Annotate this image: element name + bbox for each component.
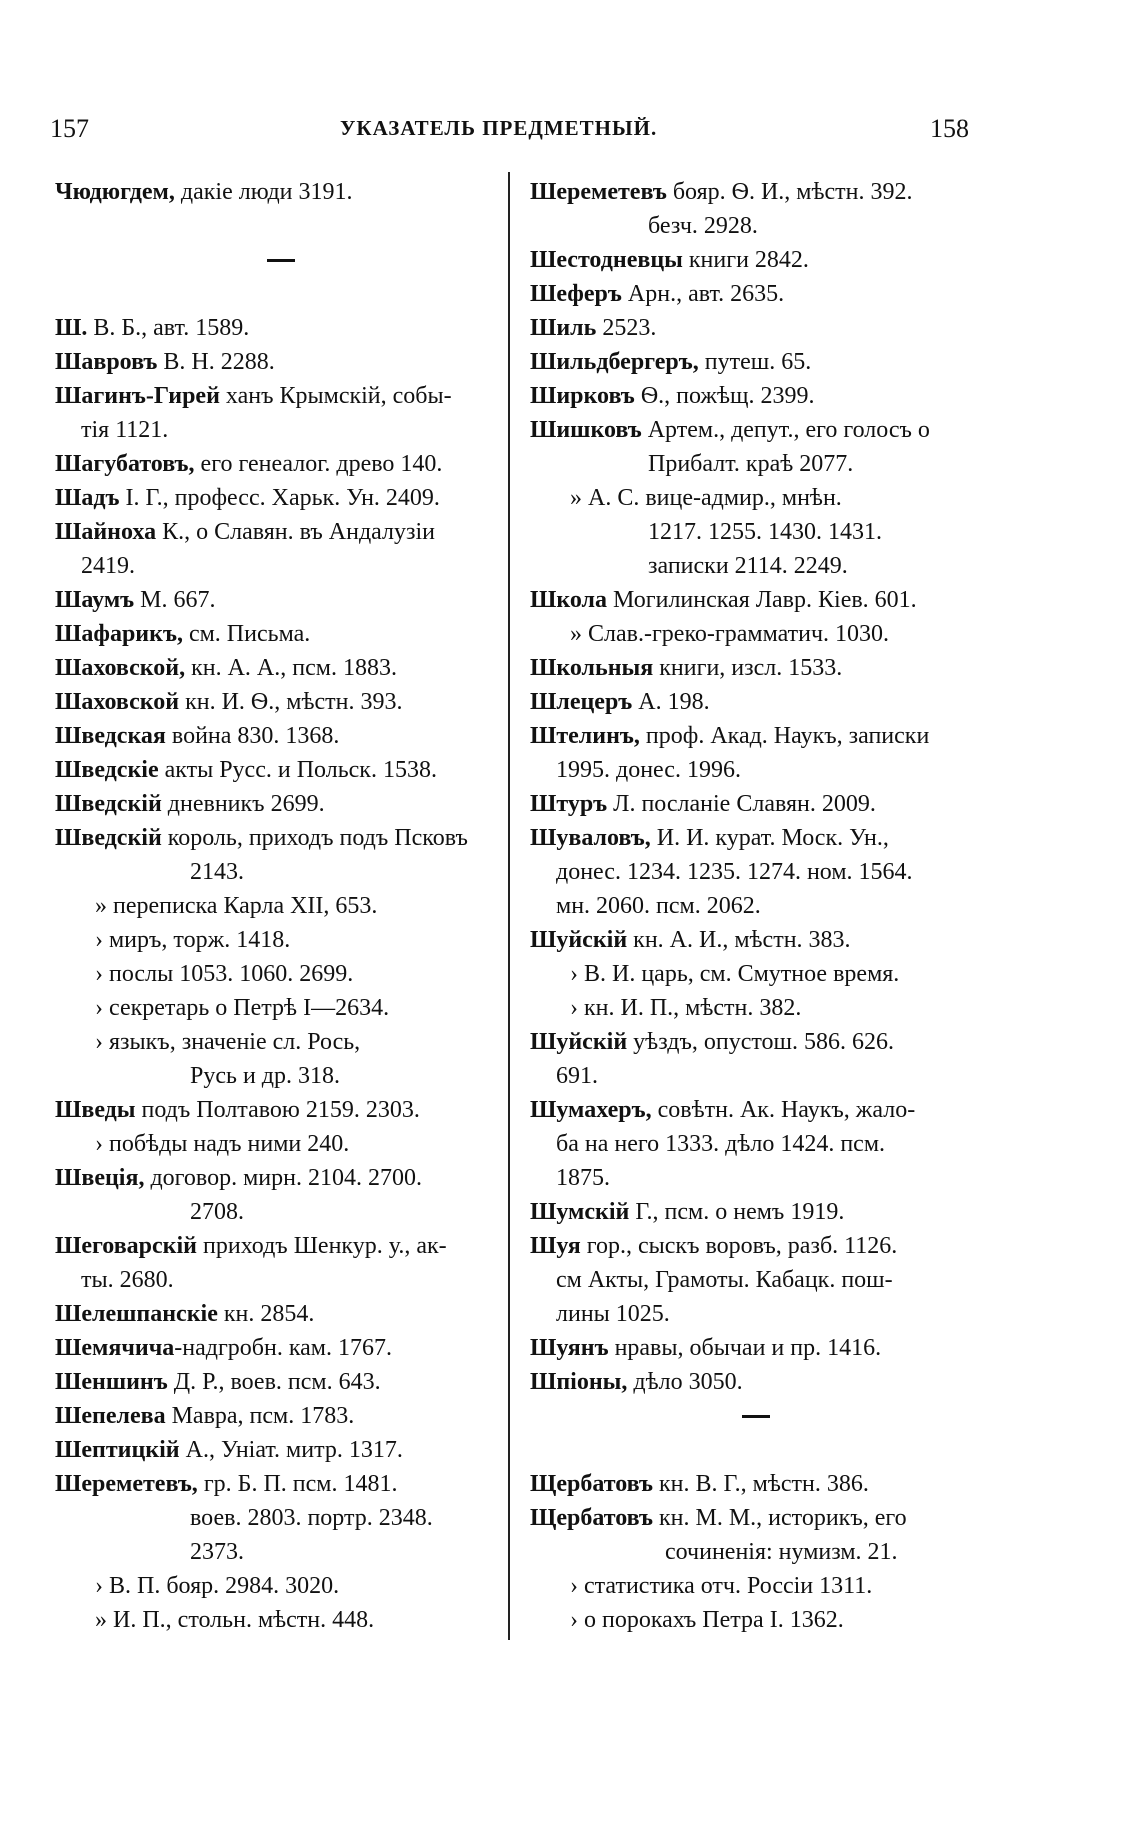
entry-keyword: Шадъ — [55, 485, 120, 511]
entry-keyword: Шаумъ — [55, 587, 135, 613]
index-entry — [55, 753, 495, 787]
entry-text: дневникъ 2699. — [161, 791, 325, 817]
spacer — [55, 277, 495, 311]
entry-keyword: Шуваловъ, — [530, 825, 651, 851]
entry-text: 691. — [556, 1063, 598, 1089]
section-dash — [55, 243, 495, 277]
entry-text: Прибалт. краѣ 2077. — [648, 451, 854, 477]
entry-keyword: Шпіоны, — [530, 1369, 628, 1395]
entry-text: кн. И. Ѳ., мѣстн. 393. — [179, 689, 403, 715]
index-entry — [55, 1263, 495, 1297]
entry-keyword: Шемячича — [55, 1335, 175, 1361]
index-entry — [530, 549, 970, 583]
index-entry — [530, 1603, 970, 1637]
index-entry — [55, 617, 495, 651]
column-divider — [508, 172, 510, 1640]
index-entry — [530, 1501, 970, 1535]
index-entry — [530, 651, 970, 685]
entry-text: война 830. 1368. — [165, 723, 340, 749]
index-entry — [530, 753, 970, 787]
index-entry — [530, 1025, 970, 1059]
index-entry — [55, 549, 495, 583]
index-entry — [55, 1433, 495, 1467]
entry-keyword: Шишковъ — [530, 417, 642, 443]
entry-text: Артем., депут., его голосъ о — [641, 417, 930, 443]
index-entry — [55, 1535, 495, 1569]
entry-text: » И. П., стольн. мѣстн. 448. — [95, 1607, 375, 1633]
index-entry — [55, 447, 495, 481]
entry-text: Русь и др. 318. — [190, 1063, 340, 1089]
index-entry — [530, 1195, 970, 1229]
entry-keyword: Шепелева — [55, 1403, 166, 1429]
entry-text: договор. мирн. 2104. 2700. — [144, 1165, 422, 1191]
entry-text: записки 2114. 2249. — [648, 553, 848, 579]
entry-text: › побѣды надъ ними 240. — [95, 1131, 350, 1157]
entry-text: › В. И. царь, см. Смутное время. — [570, 961, 900, 987]
entry-keyword: Шведская — [55, 723, 166, 749]
entry-text: 2708. — [190, 1199, 244, 1225]
entry-text: В. Б., авт. 1589. — [87, 315, 250, 341]
index-entry — [55, 1399, 495, 1433]
entry-text: донес. 1234. 1235. 1274. ном. 1564. — [556, 859, 913, 885]
index-entry — [55, 583, 495, 617]
index-entry — [530, 1059, 970, 1093]
entry-keyword: Шуя — [530, 1233, 581, 1259]
index-entry — [55, 345, 495, 379]
entry-text: 1217. 1255. 1430. 1431. — [648, 519, 882, 545]
entry-text: мн. 2060. псм. 2062. — [556, 893, 761, 919]
entry-text: › кн. И. П., мѣстн. 382. — [570, 995, 802, 1021]
index-entry — [55, 889, 495, 923]
entry-text: Д. Р., воев. псм. 643. — [167, 1369, 381, 1395]
page-number-right: 158 — [930, 114, 969, 143]
index-entry — [530, 243, 970, 277]
index-entry — [55, 515, 495, 549]
entry-keyword: Шафарикъ, — [55, 621, 183, 647]
entry-keyword: Шелешпанскіе — [55, 1301, 218, 1327]
running-title: УКАЗАТЕЛЬ ПРЕДМЕТНЫЙ. — [340, 116, 658, 140]
index-entry — [530, 583, 970, 617]
entry-text: А. 198. — [632, 689, 710, 715]
index-entry — [55, 1229, 495, 1263]
entry-keyword: Штуръ — [530, 791, 608, 817]
index-entry — [530, 345, 970, 379]
entry-text: 2373. — [190, 1539, 244, 1565]
entry-text: проф. Акад. Наукъ, записки — [639, 723, 930, 749]
entry-text: книги, изсл. 1533. — [653, 655, 843, 681]
entry-text: К., о Славян. въ Андалузіи — [156, 519, 436, 545]
spacer — [530, 1433, 970, 1467]
entry-text: дакіе люди 3191. — [174, 179, 353, 205]
entry-text: Могилинская Лавр. Кіев. 601. — [607, 587, 917, 613]
right-column — [530, 175, 970, 1637]
index-entry — [55, 1161, 495, 1195]
index-entry — [55, 1365, 495, 1399]
entry-text: › языкъ, значеніе сл. Рось, — [95, 1029, 361, 1055]
index-entry — [55, 1127, 495, 1161]
index-entry — [55, 379, 495, 413]
index-entry — [530, 481, 970, 515]
entry-text: Арн., авт. 2635. — [621, 281, 785, 307]
index-entry — [55, 1603, 495, 1637]
index-entry — [530, 855, 970, 889]
entry-keyword: Шавровъ — [55, 349, 158, 375]
entry-text: А., Уніат. митр. 1317. — [179, 1437, 403, 1463]
entry-text: 2143. — [190, 859, 244, 885]
index-entry — [55, 821, 495, 855]
index-entry — [55, 1331, 495, 1365]
entry-text: приходъ Шенкур. у., ак- — [197, 1233, 447, 1259]
entry-keyword: Шереметевъ — [530, 179, 667, 205]
index-entry — [530, 923, 970, 957]
index-entry — [530, 1331, 970, 1365]
entry-keyword: Школьныя — [530, 655, 654, 681]
entry-text: › миръ, торж. 1418. — [95, 927, 291, 953]
entry-keyword: Шагубатовъ, — [55, 451, 195, 477]
index-entry — [530, 685, 970, 719]
index-entry — [55, 1059, 495, 1093]
index-entry — [55, 923, 495, 957]
index-entry — [530, 1569, 970, 1603]
entry-keyword: Шведскіе — [55, 757, 159, 783]
entry-keyword: Шеговарскій — [55, 1233, 197, 1259]
entry-text: › послы 1053. 1060. 2699. — [95, 961, 354, 987]
entry-keyword: Шумахеръ, — [530, 1097, 652, 1123]
entry-text: путеш. 65. — [698, 349, 812, 375]
entry-keyword: Шуянъ — [530, 1335, 609, 1361]
entry-text: кн. М. М., историкъ, его — [652, 1505, 907, 1531]
entry-text: его генеалог. древо 140. — [194, 451, 443, 477]
entry-keyword: Шаховской — [55, 689, 180, 715]
entry-keyword: Шагинъ-Гирей — [55, 383, 220, 409]
entry-keyword: Ш. — [55, 315, 88, 341]
entry-text: гр. Б. П. псм. 1481. — [197, 1471, 398, 1497]
entry-text: книги 2842. — [682, 247, 809, 273]
entry-text: воев. 2803. портр. 2348. — [190, 1505, 433, 1531]
entry-text: гор., сыскъ воровъ, разб. 1126. — [580, 1233, 898, 1259]
index-entry — [55, 1297, 495, 1331]
entry-text: кн. А. А., псм. 1883. — [185, 655, 397, 681]
entry-keyword: Швеція, — [55, 1165, 145, 1191]
index-entry — [55, 719, 495, 753]
index-entry — [530, 209, 970, 243]
entry-keyword: Шеншинъ — [55, 1369, 168, 1395]
entry-text: нравы, обычаи и пр. 1416. — [608, 1335, 882, 1361]
index-entry — [55, 991, 495, 1025]
entry-keyword: Шуйскій — [530, 1029, 628, 1055]
entry-text: король, приходъ подъ Псковъ — [161, 825, 468, 851]
index-entry — [55, 481, 495, 515]
entry-keyword: Щербатовъ — [530, 1471, 653, 1497]
index-entry — [530, 1127, 970, 1161]
entry-text: безч. 2928. — [648, 213, 758, 239]
entry-text: сочиненія: нумизм. 21. — [665, 1539, 898, 1565]
left-column — [55, 175, 495, 1637]
entry-text: кн. А. И., мѣстн. 383. — [627, 927, 851, 953]
entry-text: см. Письма. — [182, 621, 311, 647]
index-entry — [530, 311, 970, 345]
entry-text: І. Г., професс. Харьк. Ун. 2409. — [119, 485, 440, 511]
index-entry — [530, 1229, 970, 1263]
index-entry — [55, 1195, 495, 1229]
index-entry — [530, 1093, 970, 1127]
index-entry — [55, 787, 495, 821]
entry-text: уѣздъ, опустош. 586. 626. — [627, 1029, 895, 1055]
entry-keyword: Шуйскій — [530, 927, 628, 953]
section-dash — [530, 1399, 970, 1433]
index-entry — [530, 1365, 970, 1399]
index-entry — [530, 447, 970, 481]
index-entry — [55, 651, 495, 685]
index-entry — [55, 175, 495, 209]
entry-text: тія 1121. — [81, 417, 169, 443]
entry-keyword: Школа — [530, 587, 608, 613]
index-entry — [530, 787, 970, 821]
entry-keyword: Шептицкій — [55, 1437, 180, 1463]
index-entry — [530, 1297, 970, 1331]
index-entry — [530, 379, 970, 413]
index-entry — [55, 413, 495, 447]
entry-text: И. И. курат. Моск. Ун., — [650, 825, 889, 851]
entry-keyword: Штелинъ, — [530, 723, 640, 749]
entry-text: бояр. Ѳ. И., мѣстн. 392. — [666, 179, 913, 205]
entry-text: см Акты, Грамоты. Кабацк. пош- — [556, 1267, 893, 1293]
entry-text: Мавра, псм. 1783. — [165, 1403, 355, 1429]
index-entry — [55, 1569, 495, 1603]
index-entry — [530, 1535, 970, 1569]
entry-text: ты. 2680. — [81, 1267, 174, 1293]
entry-text: Ѳ., пожѣщ. 2399. — [634, 383, 815, 409]
entry-text: 1995. донес. 1996. — [556, 757, 741, 783]
index-entry — [55, 1467, 495, 1501]
index-entry — [530, 1161, 970, 1195]
index-entry — [55, 685, 495, 719]
entry-text: ханъ Крымскій, собы- — [219, 383, 452, 409]
entry-keyword: Ширковъ — [530, 383, 635, 409]
entry-keyword: Шайноха — [55, 519, 157, 545]
entry-keyword: Шумскій — [530, 1199, 630, 1225]
entry-keyword: Шестодневцы — [530, 247, 683, 273]
entry-text: › секретарь о Петрѣ І—2634. — [95, 995, 390, 1021]
entry-text: дѣло 3050. — [627, 1369, 743, 1395]
index-entry — [530, 277, 970, 311]
entry-text: › В. П. бояр. 2984. 3020. — [95, 1573, 340, 1599]
index-entry — [55, 1093, 495, 1127]
entry-text: » переписка Карла XII, 653. — [95, 893, 378, 919]
index-entry — [530, 413, 970, 447]
index-entry — [530, 991, 970, 1025]
page-number-left: 157 — [50, 114, 89, 143]
index-entry — [55, 855, 495, 889]
entry-text: -надгробн. кам. 1767. — [174, 1335, 392, 1361]
entry-text: 2523. — [596, 315, 657, 341]
entry-keyword: Шереметевъ, — [55, 1471, 198, 1497]
index-entry — [530, 617, 970, 651]
entry-keyword: Шлецеръ — [530, 689, 633, 715]
entry-keyword: Щербатовъ — [530, 1505, 653, 1531]
index-entry — [55, 1025, 495, 1059]
index-entry — [530, 175, 970, 209]
entry-text: » Слав.-греко-грамматич. 1030. — [570, 621, 890, 647]
entry-text: акты Русс. и Польск. 1538. — [158, 757, 437, 783]
entry-text: совѣтн. Ак. Наукъ, жало- — [651, 1097, 916, 1123]
spacer — [55, 209, 495, 243]
entry-text: 1875. — [556, 1165, 610, 1191]
entry-keyword: Шиль — [530, 315, 597, 341]
index-entry — [530, 821, 970, 855]
index-entry — [530, 957, 970, 991]
entry-keyword: Шеферъ — [530, 281, 622, 307]
entry-text: › о порокахъ Петра І. 1362. — [570, 1607, 844, 1633]
entry-text: кн. 2854. — [217, 1301, 315, 1327]
entry-keyword: Шведы — [55, 1097, 136, 1123]
entry-keyword: Шведскій — [55, 825, 162, 851]
entry-text: 2419. — [81, 553, 135, 579]
entry-text: В. Н. 2288. — [157, 349, 275, 375]
entry-keyword: Шведскій — [55, 791, 162, 817]
index-entry — [55, 311, 495, 345]
entry-text: ба на него 1333. дѣло 1424. псм. — [556, 1131, 886, 1157]
entry-text: лины 1025. — [556, 1301, 670, 1327]
entry-keyword: Чюдюгдем, — [55, 179, 175, 205]
entry-keyword: Шильдбергеръ, — [530, 349, 699, 375]
index-entry — [530, 719, 970, 753]
entry-text: М. 667. — [134, 587, 216, 613]
index-entry — [530, 515, 970, 549]
entry-text: подъ Полтавою 2159. 2303. — [135, 1097, 420, 1123]
index-entry — [530, 1467, 970, 1501]
index-entry — [55, 1501, 495, 1535]
entry-text: › статистика отч. Россіи 1311. — [570, 1573, 873, 1599]
entry-text: » А. С. вице-адмир., мнѣн. — [570, 485, 842, 511]
index-entry — [55, 957, 495, 991]
entry-text: Л. посланіе Славян. 2009. — [607, 791, 876, 817]
entry-text: Г., псм. о немъ 1919. — [629, 1199, 845, 1225]
entry-text: кн. В. Г., мѣстн. 386. — [652, 1471, 869, 1497]
index-entry — [530, 1263, 970, 1297]
entry-keyword: Шаховской, — [55, 655, 186, 681]
index-entry — [530, 889, 970, 923]
